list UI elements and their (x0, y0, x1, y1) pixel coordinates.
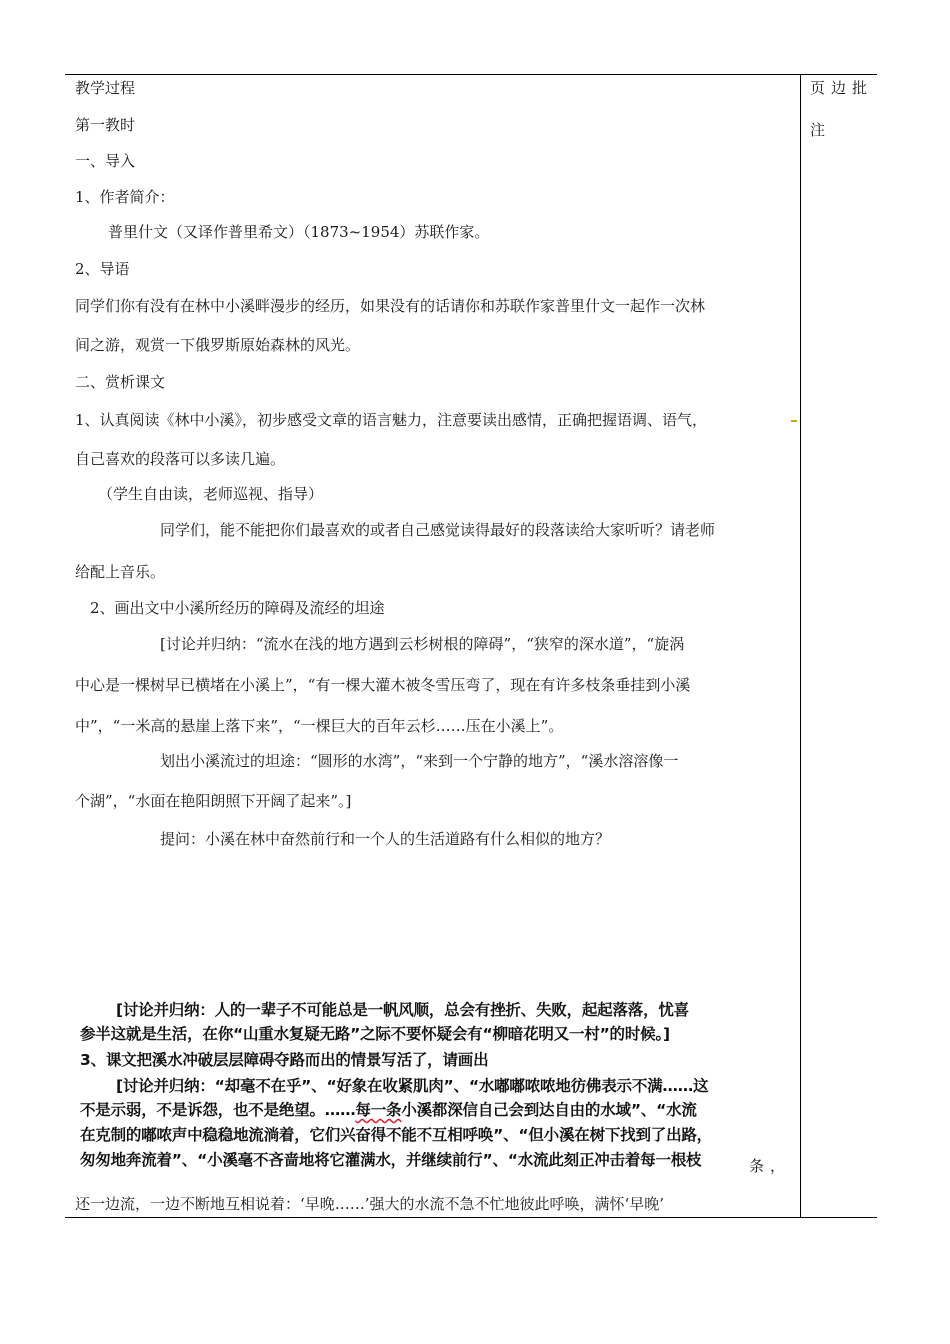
period-label: 第一教时 (75, 116, 136, 134)
question-text: 提问：小溪在林中奋然前行和一个人的生活道路有什么相似的地方？ (160, 830, 611, 848)
reading-task-2: 自己喜欢的段落可以多读几遍。 (75, 450, 286, 468)
lead-in-text-1: 同学们你有没有在林中小溪畔漫步的经历，如果没有的话请你和苏联作家普里什文一起作一次林 (75, 297, 706, 315)
discussion-2: 中心是一棵树早已横堵在小溪上”，“有一棵大灌木被冬雪压弯了，现在有许多枝条垂挂到小溪 (75, 676, 691, 694)
scanned-line-5a: 不是示弱，不是诉怨，也不是绝望。…… (80, 1101, 356, 1119)
smooth-path-1: 划出小溪流过的坦途：“圆形的水湾”，“来到一个宁静的地方”，“溪水溶溶像一 (160, 752, 679, 770)
margin-notes-heading-cont: 注 (810, 121, 832, 139)
task-obstacles: 2、画出文中小溪所经历的障碍及流经的坦途 (90, 599, 385, 617)
item-author-bio: 1、作者简介： (75, 188, 175, 206)
discussion-3: 中”，“一米高的悬崖上落下来”，“一棵巨大的百年云杉……压在小溪上”。 (75, 717, 564, 735)
yellow-edit-mark (791, 420, 797, 422)
scanned-line-5 (80, 1100, 697, 1120)
scanned-line-1: [讨论并归纳：人的一辈子不可能总是一帆风顺，总会有挫折、失败，起起落落，忧喜 (116, 1001, 689, 1019)
scanned-line-7-tail: 条， (749, 1157, 792, 1175)
smooth-path-2: 个湖”，“水面在艳阳朗照下开阔了起来”。] (75, 792, 352, 810)
lead-in-text-2: 间之游，观赏一下俄罗斯原始森林的风光。 (75, 336, 361, 354)
table-column-divider (800, 74, 801, 1218)
author-info: 普里什文（又译作普里希文）（1873~1954）苏联作家。 (108, 223, 490, 241)
section-appreciation: 二、赏析课文 (75, 373, 166, 391)
margin-notes-heading: 页边批 (810, 79, 874, 97)
scanned-line-2: 参半这就是生活，在你“山重水复疑无路”之际不要怀疑会有“柳暗花明又一村”的时候。] (80, 1025, 670, 1043)
scanned-line-4: [讨论并归纳：“却毫不在乎”、“好象在收紧肌肉”、“水嘟嘟哝哝地彷佛表示不满……这 (116, 1077, 709, 1095)
reading-note: （学生自由读，老师巡视、指导） (98, 485, 324, 503)
scanned-line-6: 在克制的嘟哝声中稳稳地流淌着，它们兴奋得不能不互相呼唤”、“但小溪在树下找到了出路， (80, 1126, 712, 1144)
table-top-border (65, 74, 877, 75)
spellcheck-underline: 每一条 (355, 1101, 402, 1119)
scanned-line-7: 匆匆地奔流着”、“小溪毫不吝啬地将它灌满水，并继续前行”、“水流此刻正冲击着每一根枝 (80, 1151, 702, 1169)
table-bottom-border (65, 1217, 877, 1218)
section-introduction: 一、导入 (75, 152, 136, 170)
teacher-ask-1: 同学们，能不能把你们最喜欢的或者自己感觉读得最好的段落读给大家听听？请老师 (160, 521, 716, 539)
scanned-line-5c: 小溪都深信自己会到达自由的水域”、“水流 (401, 1101, 697, 1119)
scanned-line-3: 3、课文把溪水冲破层层障碍夺路而出的情景写活了，请画出 (80, 1051, 489, 1069)
teacher-ask-2: 给配上音乐。 (75, 563, 166, 581)
teaching-process-heading: 教学过程 (75, 79, 136, 97)
discussion-1: [讨论并归纳：“流水在浅的地方遇到云杉树根的障碍”，“狭窄的深水道”，“旋涡 (160, 635, 685, 653)
reading-task-1: 1、认真阅读《林中小溪》，初步感受文章的语言魅力，注意要读出感情，正确把握语调、语气， (75, 411, 708, 429)
item-lead-in: 2、导语 (75, 260, 130, 278)
final-line: 还一边流，一边不断地互相说着：‘早晚……’强大的水流不急不忙地彼此呼唤，满怀‘早晚’ (75, 1195, 665, 1213)
